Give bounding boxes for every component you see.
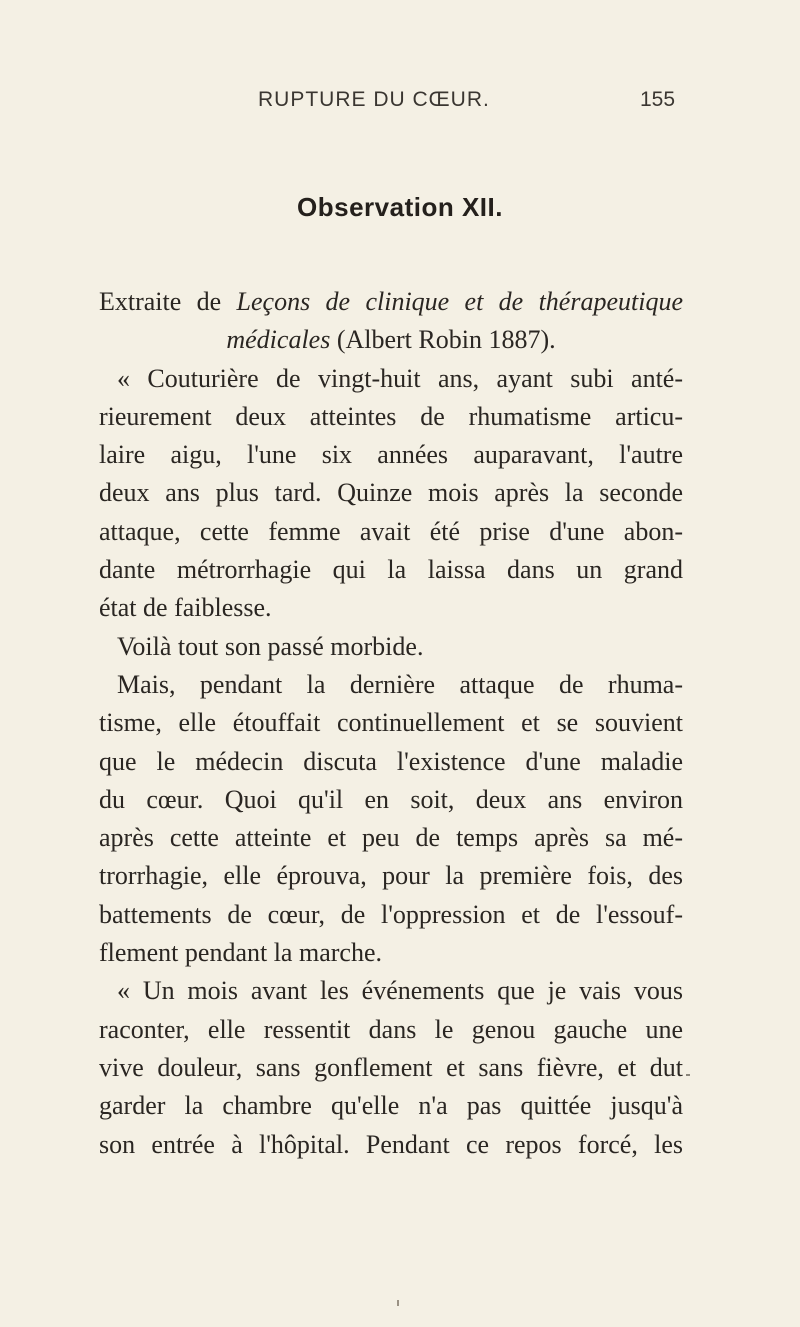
text-line: état de faiblesse. [99, 593, 272, 623]
text-line: tisme, elle étouffait continuellement et se souvient [99, 708, 683, 738]
text-line: Voilà tout son passé morbide. [117, 631, 424, 661]
text-line: trorrhagie, elle éprouva, pour la première fois, des [99, 861, 683, 891]
text-line: attaque, cette femme avait été prise d'une abon- [99, 516, 683, 546]
text-line: après cette atteinte et peu de temps après sa mé- [99, 823, 683, 853]
text-line: son entrée à l'hôpital. Pendant ce repos forcé, les [99, 1129, 683, 1159]
print-speck [686, 1074, 690, 1076]
text-line: dante métrorrhagie qui la laissa dans un grand [99, 555, 683, 585]
running-head [0, 88, 800, 118]
body-text [99, 283, 683, 1164]
source-line-1 [99, 283, 683, 321]
observation-heading: Observation XII. [297, 192, 503, 222]
running-title: RUPTURE DU CŒUR. [258, 88, 490, 111]
source-title-part-2: médicales [226, 325, 331, 355]
source-prefix: Extraite de [99, 287, 237, 316]
print-speck [397, 1300, 399, 1306]
text-line: raconter, elle ressentit dans le genou gauche une [99, 1014, 683, 1044]
source-title-part-1: Leçons de clinique et de thérapeutique [236, 287, 683, 316]
text-line: deux ans plus tard. Quinze mois après la seconde [99, 478, 683, 508]
text-line: battements de cœur, de l'oppression et de l'essouf- [99, 899, 683, 929]
text-line: rieurement deux atteintes de rhumatisme articu- [99, 401, 683, 431]
text-line: laire aigu, l'une six années auparavant, l'autre [99, 440, 683, 470]
text-line: vive douleur, sans gonflement et sans fièvre, et dut [99, 1052, 683, 1082]
text-line: que le médecin discuta l'existence d'une maladie [99, 746, 683, 776]
page-number: 155 [640, 88, 676, 111]
text-line: Mais, pendant la dernière attaque de rhuma- [117, 669, 683, 699]
text-line: garder la chambre qu'elle n'a pas quittée jusqu'à [99, 1091, 683, 1121]
text-line: du cœur. Quoi qu'il en soit, deux ans environ [99, 784, 683, 814]
source-line-2 [99, 321, 683, 359]
text-line: « Un mois avant les événements que je vais vous [117, 976, 683, 1006]
text-line: « Couturière de vingt-huit ans, ayant subi anté- [117, 363, 683, 393]
source-suffix: (Albert Robin 1887). [330, 325, 556, 355]
text-line: flement pendant la marche. [99, 938, 382, 968]
